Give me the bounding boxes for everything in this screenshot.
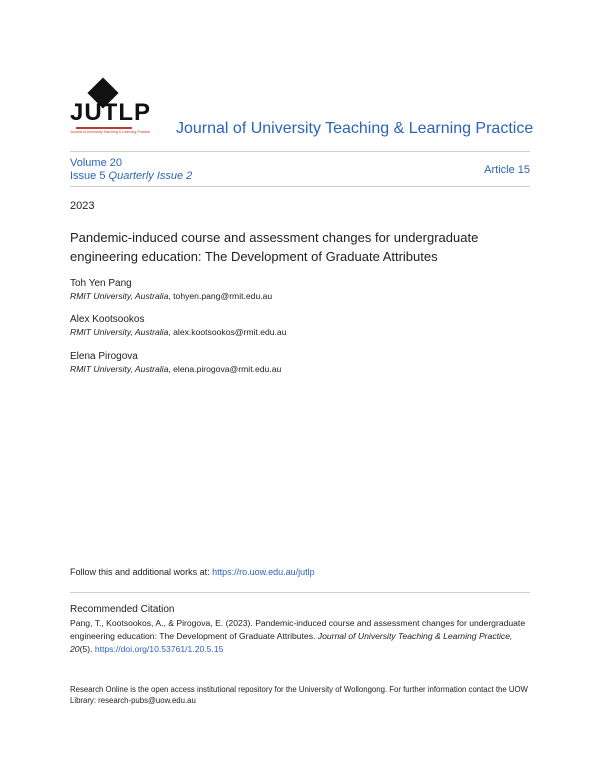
logo-text: JUTLP bbox=[70, 99, 152, 126]
author-affiliation: RMIT University, Australia bbox=[70, 291, 169, 301]
author-email: elena.pirogova@rmit.edu.au bbox=[173, 364, 282, 374]
journal-title-link[interactable]: Journal of University Teaching & Learning Practice bbox=[176, 120, 534, 137]
issue-link[interactable] bbox=[70, 170, 192, 182]
issue-number: Issue 5 bbox=[70, 170, 106, 182]
volume-link[interactable]: Volume 20 bbox=[70, 157, 122, 169]
author-email: tohyen.pang@rmit.edu.au bbox=[173, 291, 273, 301]
author-affiliation-line: RMIT University, Australia, alex.kootsookos@rmit.edu.au bbox=[70, 327, 287, 337]
logo-subtitle: Journal of University Teaching & Learning Practice bbox=[70, 130, 151, 134]
repository-footer: Research Online is the open access institutional repository for the University of Wollongong. For further information contact the UOW Library: research-pubs@uow.edu.au bbox=[70, 685, 528, 705]
issue-quarterly: Quarterly Issue 2 bbox=[108, 170, 193, 182]
author-block bbox=[70, 350, 281, 376]
journal-logo bbox=[70, 82, 152, 138]
publication-year: 2023 bbox=[70, 200, 95, 212]
article-number-link[interactable]: Article 15 bbox=[484, 164, 530, 176]
citation-rule bbox=[70, 592, 530, 593]
author-block bbox=[70, 277, 272, 303]
author-affiliation: RMIT University, Australia bbox=[70, 364, 169, 374]
author-affiliation-line: RMIT University, Australia, tohyen.pang@rmit.edu.au bbox=[70, 291, 273, 301]
citation-doi-link[interactable]: https://doi.org/10.53761/1.20.5.15 bbox=[94, 644, 224, 654]
author-name: Toh Yen Pang bbox=[70, 278, 132, 289]
author-name: Alex Kootsookos bbox=[70, 314, 145, 325]
header-bottom-rule bbox=[70, 186, 530, 187]
header-top-rule bbox=[70, 151, 530, 152]
paper-title-line-2: engineering education: The Development of Graduate Attributes bbox=[70, 249, 438, 264]
follow-link[interactable]: https://ro.uow.edu.au/jutlp bbox=[212, 567, 315, 577]
citation-journal: Journal of University Teaching & Learning Practice, 20 bbox=[70, 631, 513, 654]
author-affiliation-line: RMIT University, Australia, elena.pirogova@rmit.edu.au bbox=[70, 364, 282, 374]
paper-title bbox=[70, 228, 530, 266]
citation-issue: (5). bbox=[79, 644, 95, 654]
author-name: Elena Pirogova bbox=[70, 351, 138, 362]
follow-line bbox=[70, 567, 315, 577]
author-block bbox=[70, 313, 287, 339]
logo-underline bbox=[76, 127, 132, 129]
volume-issue-block bbox=[70, 157, 192, 183]
paper-title-line-1: Pandemic-induced course and assessment changes for undergraduate bbox=[70, 230, 479, 245]
follow-text: Follow this and additional works at: bbox=[70, 567, 213, 577]
recommended-citation bbox=[70, 617, 530, 656]
author-affiliation: RMIT University, Australia bbox=[70, 327, 169, 337]
recommended-citation-heading: Recommended Citation bbox=[70, 604, 175, 615]
citation-text: Pang, T., Kootsookos, A., & Pirogova, E. (2023). Pandemic-induced course and assessment changes for undergraduate engineering education: The Development of Graduate Attributes. bbox=[70, 618, 526, 641]
author-email: alex.kootsookos@rmit.edu.au bbox=[173, 327, 287, 337]
